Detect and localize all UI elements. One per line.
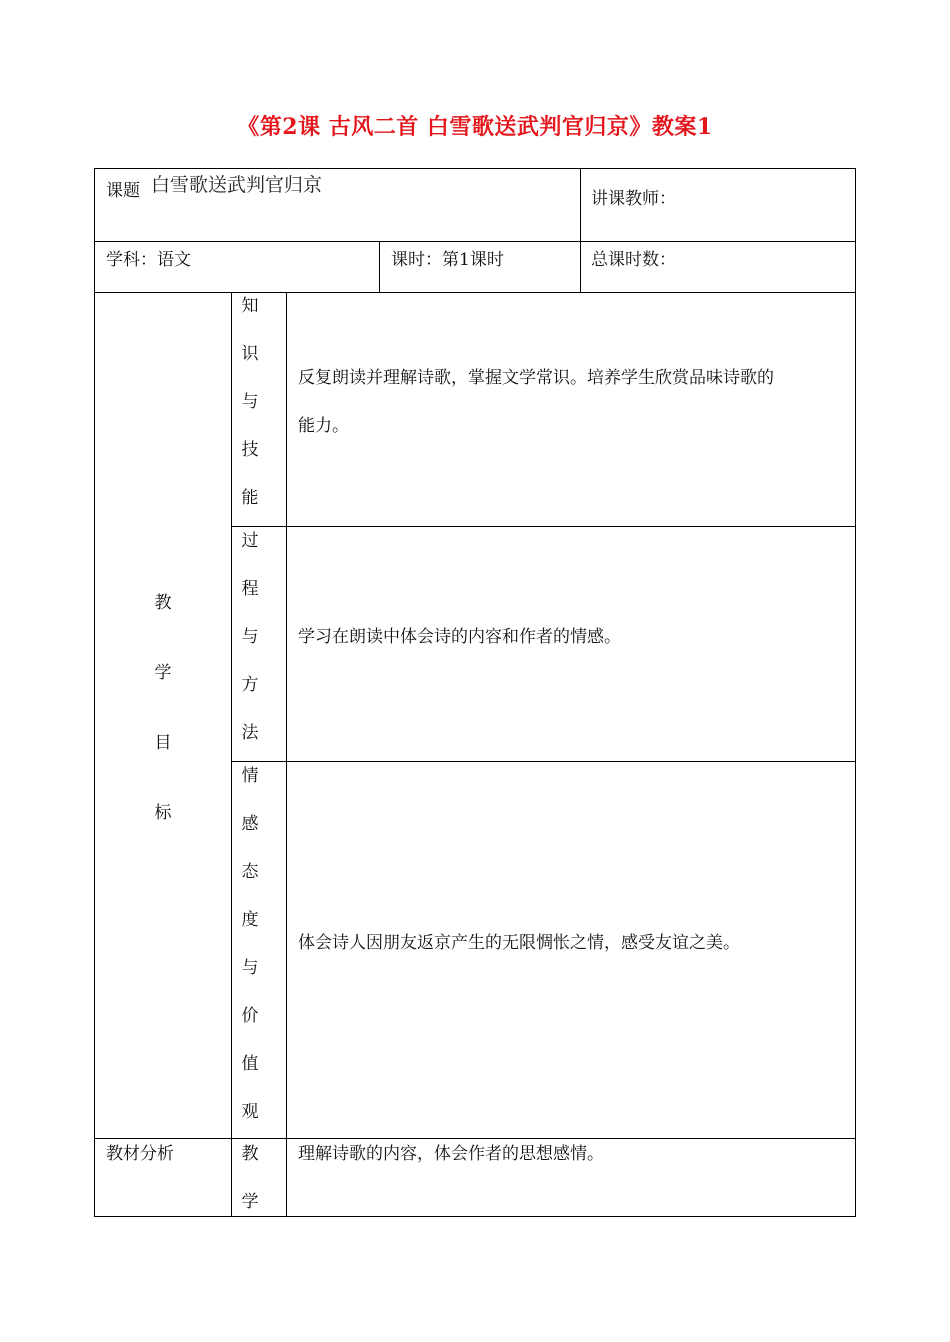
knowledge-label-char: 与 xyxy=(241,392,259,412)
column-divider xyxy=(286,292,287,1217)
emotion-label-char: 态 xyxy=(241,862,259,882)
row-divider xyxy=(231,526,856,527)
process-text: 学习在朗读中体会诗的内容和作者的情感。 xyxy=(298,627,621,647)
goals-label-char: 标 xyxy=(154,803,172,823)
process-label-char: 与 xyxy=(241,627,259,647)
knowledge-text-line: 反复朗读并理解诗歌，掌握文学常识。培养学生欣赏品味诗歌的 xyxy=(298,368,774,388)
process-label-char: 方 xyxy=(241,675,259,695)
knowledge-label-char: 识 xyxy=(241,344,259,364)
column-divider xyxy=(231,292,232,1217)
process-label-char: 程 xyxy=(241,579,259,599)
goals-label-char: 目 xyxy=(154,733,172,753)
emotion-label-char: 与 xyxy=(241,958,259,978)
row-divider xyxy=(94,241,856,242)
emotion-label-char: 值 xyxy=(241,1054,259,1074)
emotion-label-char: 价 xyxy=(241,1006,259,1026)
emotion-label-char: 感 xyxy=(241,814,259,834)
knowledge-label-char: 技 xyxy=(241,440,259,460)
analysis-sub-label-char: 教 xyxy=(241,1144,259,1164)
process-label-char: 法 xyxy=(241,723,259,743)
emotion-label-char: 情 xyxy=(241,766,259,786)
goals-label-char: 教 xyxy=(154,593,172,613)
goals-label-char: 学 xyxy=(154,663,172,683)
topic-value: 白雪歌送武判官归京 xyxy=(151,174,323,196)
row-divider xyxy=(94,292,856,293)
analysis-sub-label-char: 学 xyxy=(241,1192,259,1212)
emotion-label-char: 观 xyxy=(241,1102,259,1122)
knowledge-text-line: 能力。 xyxy=(298,416,349,436)
row-divider xyxy=(231,761,856,762)
process-label-char: 过 xyxy=(241,531,259,551)
topic-label: 课题 xyxy=(106,181,140,201)
analysis-label: 教材分析 xyxy=(106,1144,174,1164)
column-divider xyxy=(379,241,380,293)
emotion-text: 体会诗人因朋友返京产生的无限惆怅之情，感受友谊之美。 xyxy=(298,933,740,953)
knowledge-label-char: 知 xyxy=(241,296,259,316)
subject-field: 学科：语文 xyxy=(106,250,191,270)
period-field: 课时：第1课时 xyxy=(391,250,504,270)
lesson-plan-table xyxy=(94,168,856,1217)
teacher-label: 讲课教师： xyxy=(591,189,676,209)
emotion-label-char: 度 xyxy=(241,910,259,930)
row-divider xyxy=(94,1138,856,1139)
column-divider xyxy=(580,168,581,293)
analysis-text: 理解诗歌的内容，体会作者的思想感情。 xyxy=(298,1144,604,1164)
knowledge-label-char: 能 xyxy=(241,488,259,508)
document-title: 《第2课 古风二首 白雪歌送武判官归京》教案1 xyxy=(237,114,713,140)
total-periods-field: 总课时数： xyxy=(591,250,676,270)
